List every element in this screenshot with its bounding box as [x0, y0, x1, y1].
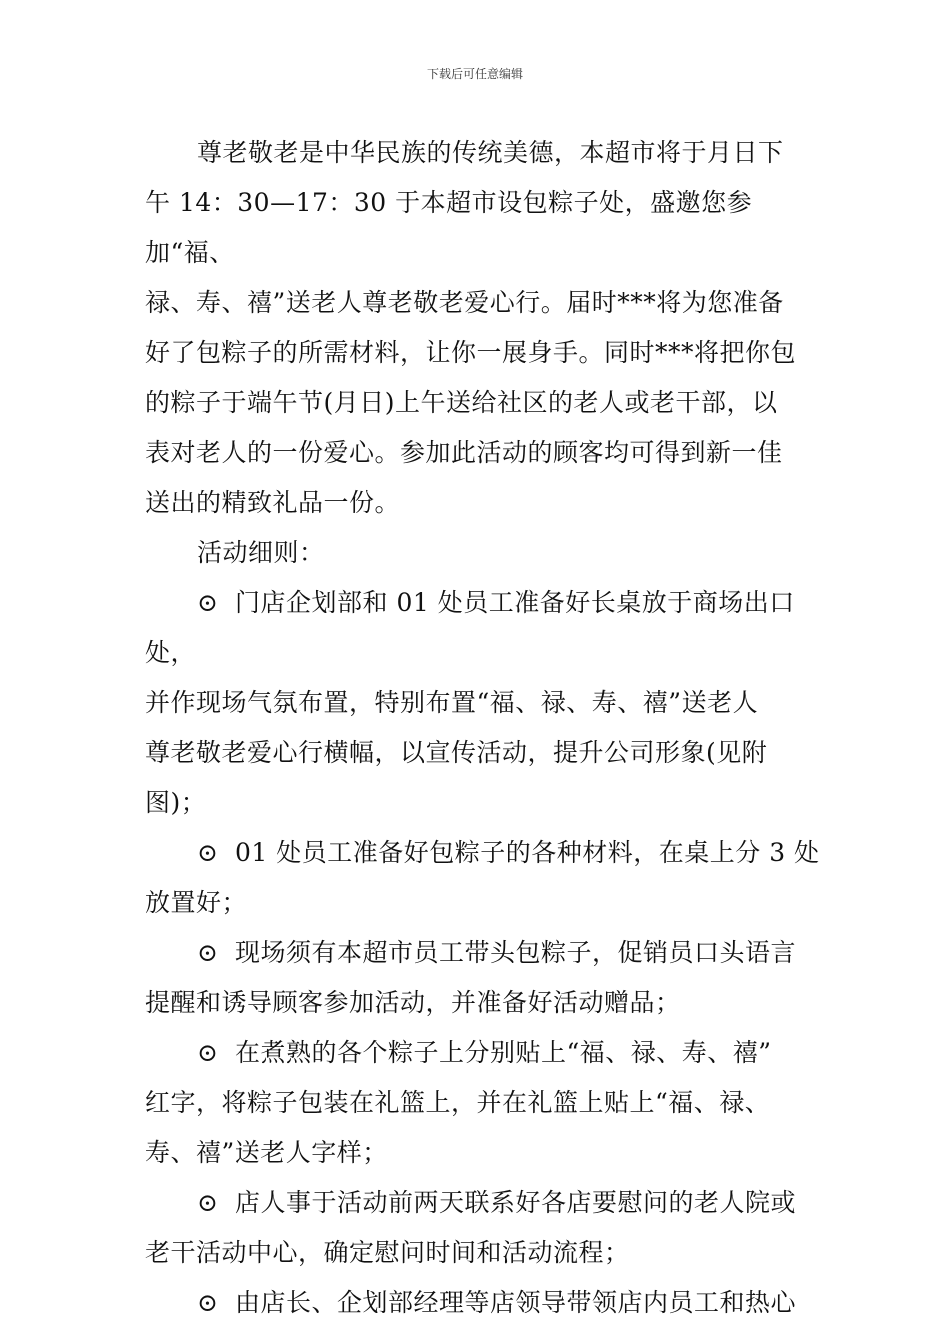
- paragraph-line: [145, 1028, 820, 1078]
- line-text: 禄、寿、禧”送老人尊老敬老爱心行。届时***将为您准备: [145, 288, 784, 317]
- line-text: 的粽子于端午节(月日)上午送给社区的老人或老干部，以: [145, 388, 778, 417]
- line-text: 尊老敬老是中华民族的传统美德，本超市将于月日下: [197, 138, 784, 167]
- paragraph-line: [145, 1178, 820, 1228]
- line-text: 店人事于活动前两天联系好各店要慰问的老人院或: [235, 1188, 797, 1217]
- paragraph-line: [145, 1278, 820, 1328]
- line-text: 并作现场气氛布置，特别布置“福、禄、寿、禧”送老人: [145, 688, 759, 717]
- paragraph-line: [145, 1128, 820, 1178]
- paragraph-line: [145, 728, 820, 778]
- bullet-icon: ⊙: [197, 1038, 219, 1067]
- line-text: 红字，将粽子包装在礼篮上，并在礼篮上贴上“福、禄、: [145, 1088, 771, 1117]
- line-text: 放置好；: [145, 888, 248, 917]
- paragraph-line: [145, 978, 820, 1028]
- paragraph-line: [145, 828, 820, 878]
- line-text: 好了包粽子的所需材料，让你一展身手。同时***将把你包: [145, 338, 797, 367]
- line-text: 由店长、企划部经理等店领导带领店内员工和热心: [235, 1288, 797, 1317]
- paragraph-line: [145, 778, 820, 828]
- line-text: 提醒和诱导顾客参加活动，并准备好活动赠品；: [145, 988, 681, 1017]
- line-text: 01 处员工准备好包粽子的各种材料，在桌上分 3 处: [235, 838, 820, 867]
- paragraph-line: [145, 428, 820, 478]
- line-text: 现场须有本超市员工带头包粽子，促销员口头语言: [235, 938, 797, 967]
- bullet-icon: ⊙: [197, 838, 219, 867]
- line-text: 门店企划部和 01 处员工准备好长桌放于商场出口处，: [145, 588, 795, 667]
- line-text: 表对老人的一份爱心。参加此活动的顾客均可得到新一佳: [145, 438, 783, 467]
- paragraph-line: [145, 928, 820, 978]
- paragraph-line: [145, 1078, 820, 1128]
- bullet-icon: ⊙: [197, 938, 219, 967]
- paragraph-line: [145, 378, 820, 428]
- document-body: [145, 128, 820, 1328]
- line-text: 老干活动中心，确定慰问时间和活动流程；: [145, 1238, 630, 1267]
- line-text: 送出的精致礼品一份。: [145, 488, 401, 517]
- line-text: 图)；: [145, 788, 207, 817]
- paragraph-line: [145, 328, 820, 378]
- paragraph-line: [145, 178, 820, 278]
- paragraph-line: [145, 478, 820, 528]
- bullet-icon: ⊙: [197, 1188, 219, 1217]
- line-text: 尊老敬老爱心行横幅，以宣传活动，提升公司形象(见附: [145, 738, 768, 767]
- paragraph-line: [145, 878, 820, 928]
- bullet-icon: ⊙: [197, 588, 219, 617]
- paragraph-line: [145, 128, 820, 178]
- line-text: 午 14：30—17：30 于本超市设包粽子处，盛邀您参加“福、: [145, 188, 753, 267]
- page-header: 下载后可任意编辑: [426, 67, 523, 81]
- paragraph-line: [145, 1228, 820, 1278]
- line-text: 活动细则：: [197, 538, 325, 567]
- paragraph-line: [145, 278, 820, 328]
- line-text: 在煮熟的各个粽子上分别贴上“福、禄、寿、禧”: [235, 1038, 772, 1067]
- line-text: 寿、禧”送老人字样；: [145, 1138, 388, 1167]
- paragraph-line: [145, 578, 820, 678]
- paragraph-line: [145, 528, 820, 578]
- bullet-icon: ⊙: [197, 1288, 219, 1317]
- paragraph-line: [145, 678, 820, 728]
